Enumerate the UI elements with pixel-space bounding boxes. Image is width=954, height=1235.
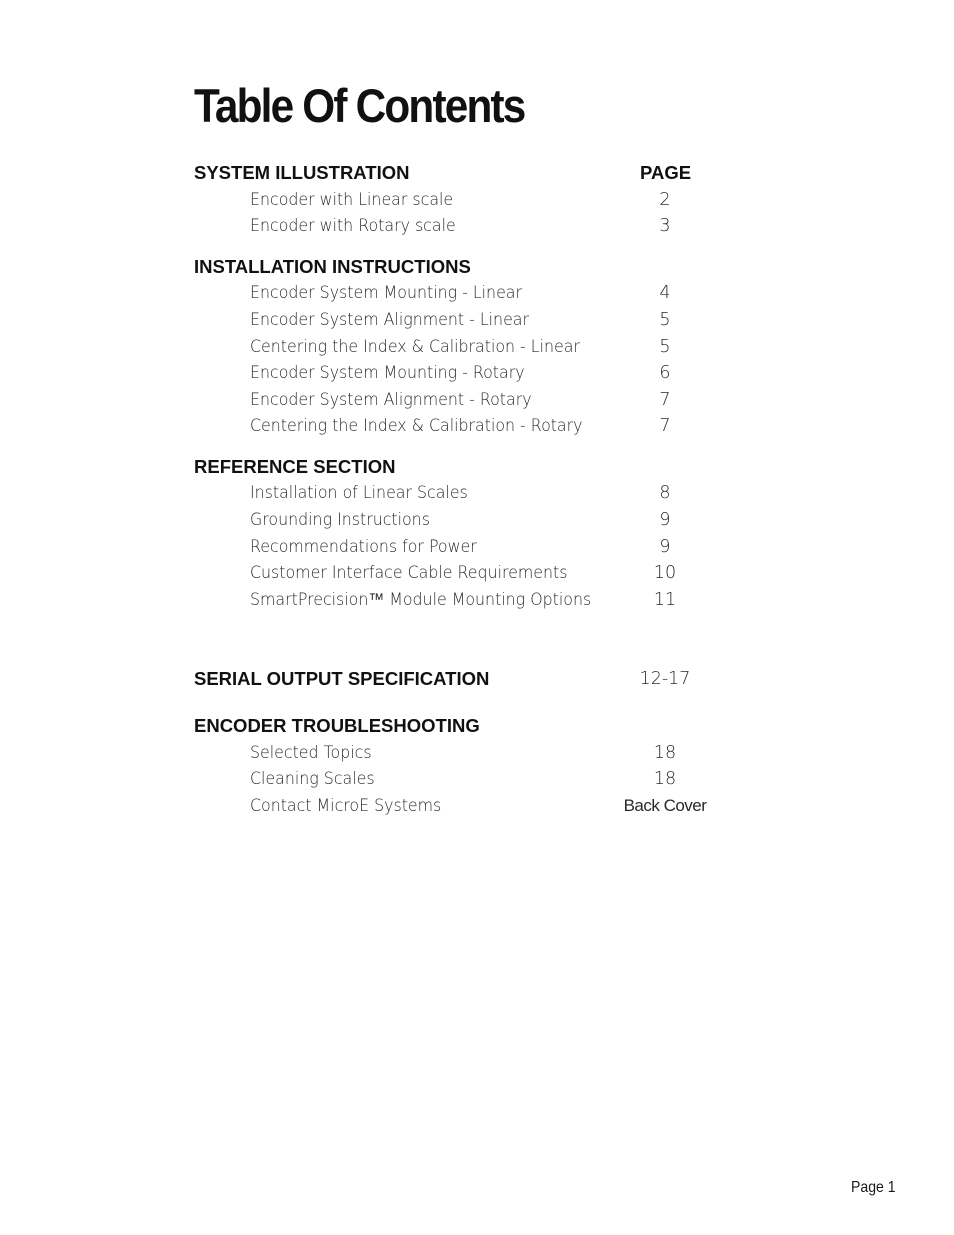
toc-entry-page: 9 (659, 537, 671, 557)
toc-entry[interactable] (0, 534, 954, 560)
toc-entry-label[interactable]: Contact MicroE Systems (250, 796, 442, 816)
section-heading-system-illustration: SYSTEM ILLUSTRATION (194, 162, 410, 183)
toc-section-heading-row (0, 713, 954, 739)
section-heading-encoder-troubleshooting: ENCODER TROUBLESHOOTING (194, 715, 480, 736)
toc-entry-label[interactable]: Encoder System Alignment - Linear (250, 310, 529, 330)
toc-entry-label[interactable]: Encoder System Alignment - Rotary (250, 390, 532, 410)
toc-entry-label[interactable]: Recommendations for Power (250, 537, 477, 557)
toc-entry-page: 5 (659, 337, 671, 357)
toc-entry-label[interactable]: Encoder with Linear scale (250, 190, 454, 210)
toc-entry[interactable] (0, 360, 954, 386)
toc-entry[interactable] (0, 213, 954, 239)
toc-entry-page: 18 (653, 769, 677, 789)
toc-entry-page: 5 (659, 310, 671, 330)
section-heading-serial-output[interactable]: SERIAL OUTPUT SPECIFICATION (194, 668, 490, 689)
toc-entry-page: 12-17 (639, 669, 691, 689)
toc-entry-label[interactable]: Customer Interface Cable Requirements (250, 563, 568, 583)
toc-entry-label[interactable]: Encoder with Rotary scale (250, 216, 456, 236)
page-number: Page 1 (851, 1179, 896, 1196)
toc-entry-page: 7 (659, 416, 671, 436)
toc-entry-page: Back Cover (623, 796, 707, 815)
toc-entry-label[interactable]: Encoder System Mounting - Linear (250, 283, 522, 303)
toc-entry-page: 8 (659, 483, 671, 503)
toc-entry-page: 11 (653, 590, 677, 610)
toc-entry-page: 2 (659, 190, 671, 210)
toc-section-heading-row[interactable] (0, 666, 954, 692)
toc-entry[interactable] (0, 766, 954, 792)
toc-entry[interactable] (0, 560, 954, 586)
toc-entry[interactable] (0, 587, 954, 613)
page-title: Table Of Contents (194, 79, 525, 132)
toc-entry-page: 3 (659, 216, 671, 236)
toc-entry-label[interactable]: Centering the Index & Calibration - Rotary (250, 416, 583, 436)
toc-entry-label[interactable]: Cleaning Scales (250, 769, 375, 789)
section-heading-installation-instructions: INSTALLATION INSTRUCTIONS (194, 256, 471, 277)
toc-entry[interactable] (0, 793, 954, 819)
toc-entry-page: 9 (659, 510, 671, 530)
toc-section-heading-row (0, 454, 954, 480)
toc-entry[interactable] (0, 280, 954, 306)
toc-entry-page: 18 (653, 743, 677, 763)
toc-entry-label[interactable]: Installation of Linear Scales (250, 483, 468, 503)
toc-entry[interactable] (0, 334, 954, 360)
toc-entry[interactable] (0, 507, 954, 533)
toc-entry[interactable] (0, 740, 954, 766)
toc-entry[interactable] (0, 307, 954, 333)
page-column-header: PAGE (640, 162, 692, 183)
toc-entry-label[interactable]: Selected Topics (250, 743, 372, 763)
toc-entry-page: 6 (659, 363, 671, 383)
toc-entry-page: 7 (659, 390, 671, 410)
toc-section-heading-row (0, 254, 954, 280)
toc-entry[interactable] (0, 413, 954, 439)
toc-entry-label[interactable]: Grounding Instructions (250, 510, 430, 530)
toc-entry-label[interactable]: Encoder System Mounting - Rotary (250, 363, 525, 383)
toc-entry[interactable] (0, 187, 954, 213)
toc-section-heading-row (0, 160, 954, 186)
toc-entry[interactable] (0, 387, 954, 413)
toc-entry-label[interactable]: SmartPrecision™ Module Mounting Options (250, 590, 592, 610)
section-heading-reference-section: REFERENCE SECTION (194, 456, 396, 477)
toc-entry-label[interactable]: Centering the Index & Calibration - Linear (250, 337, 580, 357)
toc-entry[interactable] (0, 480, 954, 506)
toc-entry-page: 4 (659, 283, 671, 303)
toc-entry-page: 10 (653, 563, 677, 583)
